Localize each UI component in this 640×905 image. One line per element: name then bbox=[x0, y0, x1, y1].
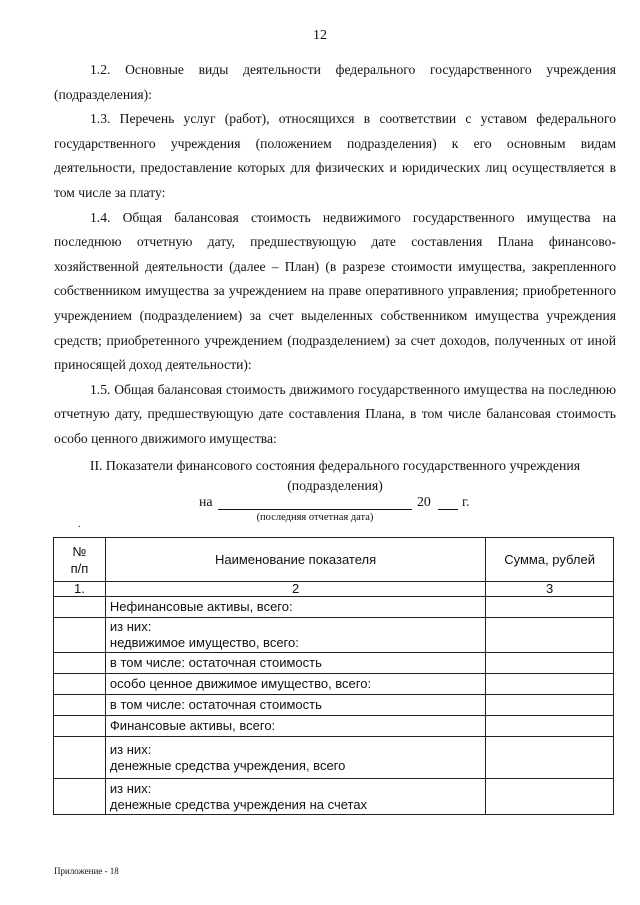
row-num bbox=[54, 674, 106, 695]
index-cell-3: 3 bbox=[486, 582, 614, 597]
row-num bbox=[54, 716, 106, 737]
table-header-row bbox=[54, 538, 614, 582]
index-cell-2: 2 bbox=[105, 582, 485, 597]
row-name bbox=[105, 597, 485, 618]
paragraph-1-2: 1.2. Основные виды деятельности федерального государственного учреждения (подразделения): bbox=[54, 62, 616, 102]
row-name bbox=[105, 618, 485, 653]
date-prefix: на bbox=[199, 494, 213, 509]
stray-dot: . bbox=[78, 519, 81, 530]
row-name-line1: особо ценное движимое имущество, всего: bbox=[109, 676, 372, 691]
row-name bbox=[105, 674, 485, 695]
page-number: 12 bbox=[313, 28, 327, 43]
row-name-line2: недвижимое имущество, всего: bbox=[109, 635, 299, 650]
row-num bbox=[54, 597, 106, 618]
row-name bbox=[105, 779, 485, 815]
row-name-line1: из них: bbox=[109, 780, 152, 796]
header-num-line1: № bbox=[72, 543, 87, 559]
row-sum bbox=[486, 779, 614, 815]
row-num bbox=[54, 695, 106, 716]
table-row bbox=[54, 716, 614, 737]
year-prefix: 20 bbox=[417, 494, 431, 509]
section-title-line1: II. Показатели финансового состояния федерального государственного учреждения bbox=[89, 458, 581, 473]
table-row bbox=[54, 597, 614, 618]
header-sum: Сумма, рублей bbox=[486, 538, 614, 582]
row-name-line1: Финансовые активы, всего: bbox=[109, 718, 276, 733]
row-sum bbox=[486, 695, 614, 716]
row-name-line2: денежные средства учреждения на счетах bbox=[109, 796, 368, 812]
paragraph-1-3: 1.3. Перечень услуг (работ), относящихся в соответствии с уставом федерального государственного учреждения (положением подразделения) к его основным видам деятельности, предоставление которых для физических и юридических лиц осуществляется в том числе за плату: bbox=[54, 111, 616, 200]
row-name-line1: из них: bbox=[109, 741, 152, 757]
row-name-line1: Нефинансовые активы, всего: bbox=[109, 599, 293, 614]
row-sum bbox=[486, 653, 614, 674]
table-row bbox=[54, 779, 614, 815]
row-sum bbox=[486, 597, 614, 618]
date-blank-field bbox=[218, 509, 412, 510]
year-blank-field bbox=[438, 509, 458, 510]
row-name bbox=[105, 653, 485, 674]
header-num bbox=[54, 538, 106, 582]
header-num-line2: п/п bbox=[70, 560, 89, 576]
row-sum bbox=[486, 674, 614, 695]
paragraph-1-4: 1.4. Общая балансовая стоимость недвижимого государственного имущества на последнюю отчетную дату, предшествующую дате составления Плана финансово-хозяйственной деятельности (далее – План) (в разрезе стоимости имущества, закрепленного собственником имущества за учреждением на праве оперативного управления; приобретенного учреждением (подразделением) за счет выделенных собственником имущества учреждения средств; приобретенного учреждением (подразделением) за счет доходов, полученных от иной приносящей доход деятельности): bbox=[54, 209, 616, 373]
body-text bbox=[54, 58, 616, 452]
row-sum bbox=[486, 618, 614, 653]
row-num bbox=[54, 618, 106, 653]
section-title-line2: (подразделения) bbox=[287, 478, 383, 493]
row-num bbox=[54, 653, 106, 674]
row-num bbox=[54, 737, 106, 779]
table-row bbox=[54, 674, 614, 695]
table-row bbox=[54, 695, 614, 716]
row-name bbox=[105, 716, 485, 737]
report-date-line bbox=[0, 494, 640, 514]
row-name bbox=[105, 695, 485, 716]
row-sum bbox=[486, 737, 614, 779]
table-index-row bbox=[54, 582, 614, 597]
row-name bbox=[105, 737, 485, 779]
year-suffix: г. bbox=[462, 494, 470, 509]
table-row bbox=[54, 653, 614, 674]
table-row bbox=[54, 737, 614, 779]
header-name: Наименование показателя bbox=[105, 538, 485, 582]
paragraph-1-5: 1.5. Общая балансовая стоимость движимого государственного имущества на последнюю отчетную дату, предшествующую дате составления Плана, в том числе балансовая стоимость особо ценного движимого имущества: bbox=[54, 381, 616, 446]
row-name-line1: из них: bbox=[109, 619, 152, 634]
table-row bbox=[54, 618, 614, 653]
section-title bbox=[54, 456, 616, 496]
row-name-line2: денежные средства учреждения, всего bbox=[109, 757, 346, 773]
financial-indicators-table bbox=[53, 537, 614, 815]
date-caption: (последняя отчетная дата) bbox=[256, 512, 374, 523]
index-cell-1: 1. bbox=[54, 582, 106, 597]
row-num bbox=[54, 779, 106, 815]
footer-note: Приложение - 18 bbox=[54, 866, 119, 876]
row-name-line1: в том числе: остаточная стоимость bbox=[109, 697, 322, 712]
row-sum bbox=[486, 716, 614, 737]
row-name-line1: в том числе: остаточная стоимость bbox=[109, 655, 322, 670]
